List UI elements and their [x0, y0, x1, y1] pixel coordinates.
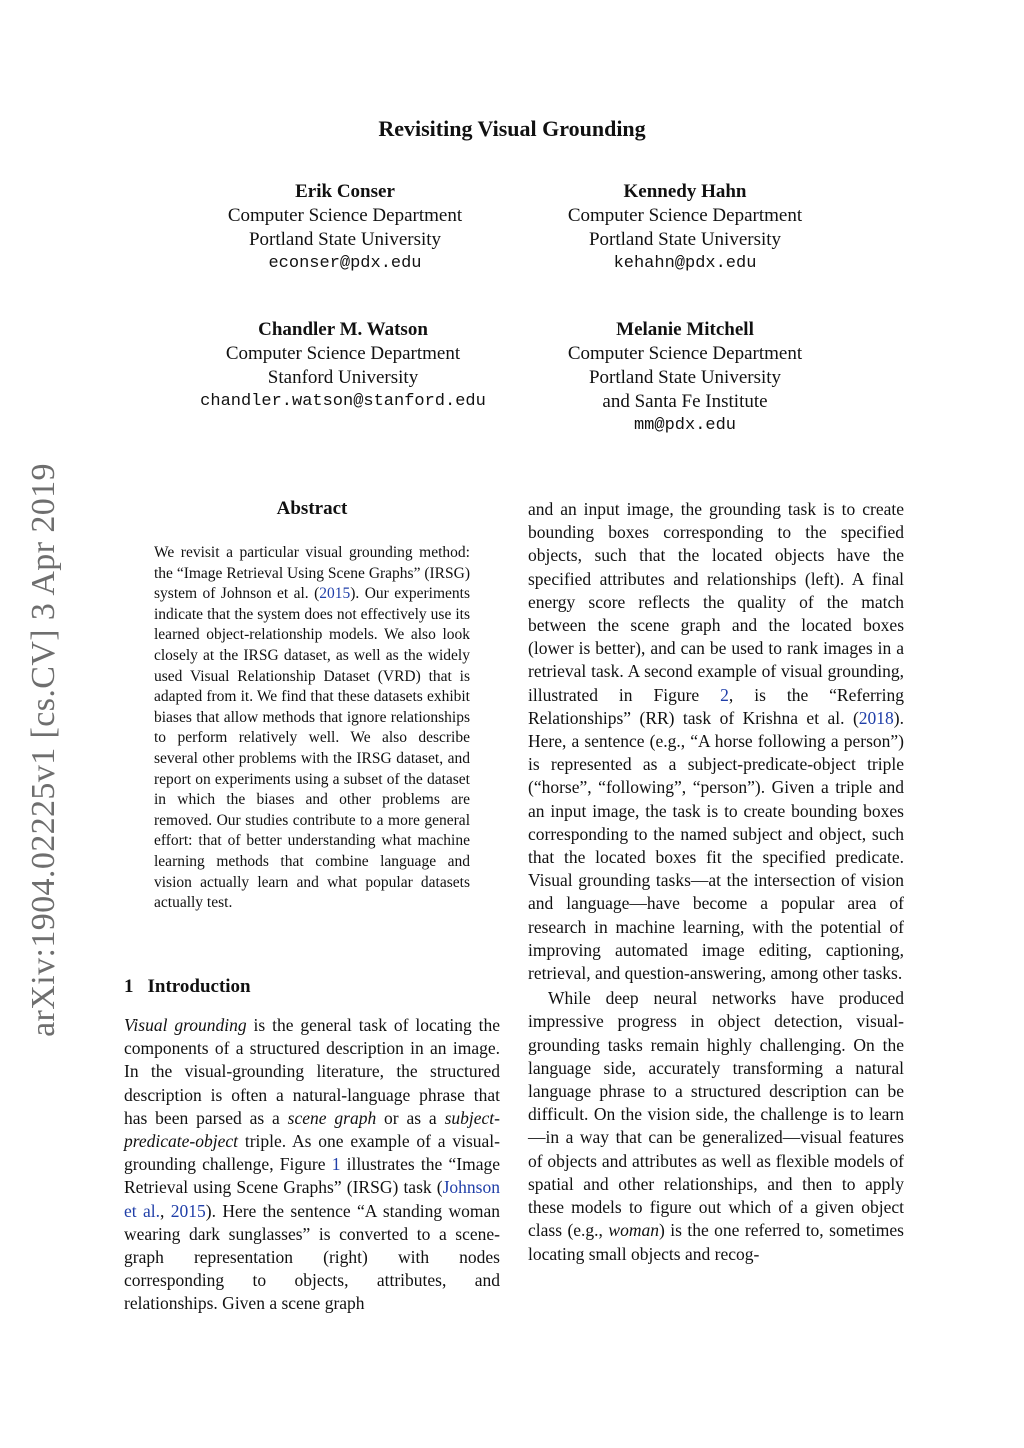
author-block [143, 318, 543, 414]
author-block [485, 318, 885, 438]
author-affiliation: Computer Science Department [567, 205, 803, 226]
body-text: While deep neural networks have produced impressive progress in object detection, visual-grounding tasks remain highly challenging. On the language side, accurately transforming a natural language phrase to a structured description can be difficult. On the vision side, the challenge is to learn—in a way that can be generalized—visual features of objects and attributes as well as flexible models of spatial and other relationships, and then to apply these models to figure out which of a given object class (e.g., [528, 988, 904, 1241]
body-text: triple. As one example of a visual-grounding challenge, Figure [124, 1131, 500, 1175]
abstract-heading: Abstract [276, 498, 348, 519]
figure-link[interactable]: 2 [720, 684, 729, 705]
author-name: Chandler M. Watson [258, 319, 428, 340]
author-name: Melanie Mitchell [616, 319, 754, 340]
citation-link[interactable]: 2015 [170, 1200, 206, 1221]
body-text: ) is the one referred to, sometimes locating small objects and recog- [528, 1220, 904, 1264]
author-affiliation: Portland State University [588, 367, 782, 388]
intro-paragraph [528, 498, 904, 985]
body-text: ). Here, a sentence (e.g., “A horse following a person”) is represented as a subject-predicate-object triple (“horse”, “following”, “person”). Given a triple and an input image, the task is to create bounding boxes corresponding to the named subject and object, such that the located boxes fit the specified predicate. Visual grounding tasks—at the intersection of vision and language—have become a popular area of research in machine learning, with the potential of improving automated image editing, captioning, retrieval, and question-answering, among other tasks. [528, 707, 904, 984]
intro-paragraph [528, 987, 904, 1265]
citation-link[interactable]: 2018 [858, 707, 894, 728]
citation-link[interactable]: 2015 [319, 585, 351, 603]
section-number: 1 [124, 976, 134, 997]
author-affiliation: Computer Science Department [225, 343, 461, 364]
author-email[interactable]: chandler.watson@stanford.edu [200, 392, 486, 411]
author-affiliation: Portland State University [588, 229, 782, 250]
citation-link[interactable]: Johnson et al. [124, 1177, 500, 1221]
body-text: illustrates the “Image Retrieval using Scene Graphs” (IRSG) task ( [124, 1154, 500, 1198]
body-text: or as a [376, 1107, 445, 1128]
author-affiliation: and Santa Fe Institute [602, 391, 768, 412]
section-title: Introduction [147, 976, 251, 997]
abstract-body [154, 543, 470, 914]
author-name: Kennedy Hahn [623, 181, 747, 202]
emphasis: subject-predicate-object [124, 1107, 500, 1152]
arxiv-identifier [24, 455, 64, 1045]
figure-link[interactable]: 1 [331, 1154, 341, 1175]
body-text: , [160, 1200, 171, 1221]
intro-right-column [528, 498, 904, 1266]
author-email[interactable]: econser@pdx.edu [268, 254, 422, 273]
author-block [485, 180, 885, 276]
section-heading-introduction [124, 976, 251, 998]
author-email[interactable]: mm@pdx.edu [633, 416, 737, 435]
intro-left-column [124, 1014, 500, 1316]
author-affiliation: Portland State University [248, 229, 442, 250]
arxiv-identifier-text: arXiv:1904.02225v1 [cs.CV] 3 Apr 2019 [25, 463, 62, 1037]
author-email[interactable]: kehahn@pdx.edu [613, 254, 757, 273]
author-affiliation: Computer Science Department [227, 205, 463, 226]
abstract-text: We revisit a particular visual grounding method: the “Image Retrieval Using Scene Graphs” (IRSG) system of Johnson et al. ( [154, 544, 470, 603]
body-text: , is the “Referring Relationships” (RR) task of Krishna et al. ( [528, 684, 904, 728]
paper-title: Revisiting Visual Grounding [378, 116, 646, 141]
body-text: ). Here the sentence “A standing woman wearing dark sunglasses” is converted to a scene-graph representation (right) with nodes corresponding to objects, attributes, and relationships. Given a scene graph [124, 1200, 501, 1314]
emphasis: woman [608, 1220, 659, 1241]
abstract-text: ). Our experiments indicate that the system does not effectively use its learned object-relationship models. We also look closely at the IRSG dataset, as well as the widely used Visual Relationship Dataset (VRD) that is adapted from it. We find that these datasets exhibit biases that allow methods that ignore relationships to perform relatively well. We also describe several other problems with the IRSG dataset, and report on experiments using a subset of the dataset in which the biases and other problems are removed. Our studies contribute to a more general effort: that of better understanding what machine learning methods that combine language and vision actually learn and what popular datasets actually test. [154, 585, 470, 912]
intro-paragraph [124, 1014, 500, 1316]
emphasis: Visual grounding [124, 1015, 247, 1035]
author-affiliation: Computer Science Department [567, 343, 803, 364]
emphasis: scene graph [287, 1107, 377, 1128]
author-name: Erik Conser [295, 181, 395, 202]
body-text: and an input image, the grounding task is to create bounding boxes corresponding to the specified objects, such that the located objects have the specified attributes and relationships (left). A final energy score reflects the quality of the match between the scene graph and the located boxes (lower is better), and can be used to rank images in a retrieval task. A second example of visual grounding, illustrated in Figure [528, 499, 904, 705]
body-text: is the general task of locating the components of a structured description in an image. In the visual-grounding literature, the structured description is often a natural-language phrase that has been parsed as a [124, 1015, 501, 1128]
author-affiliation: Stanford University [267, 367, 419, 388]
